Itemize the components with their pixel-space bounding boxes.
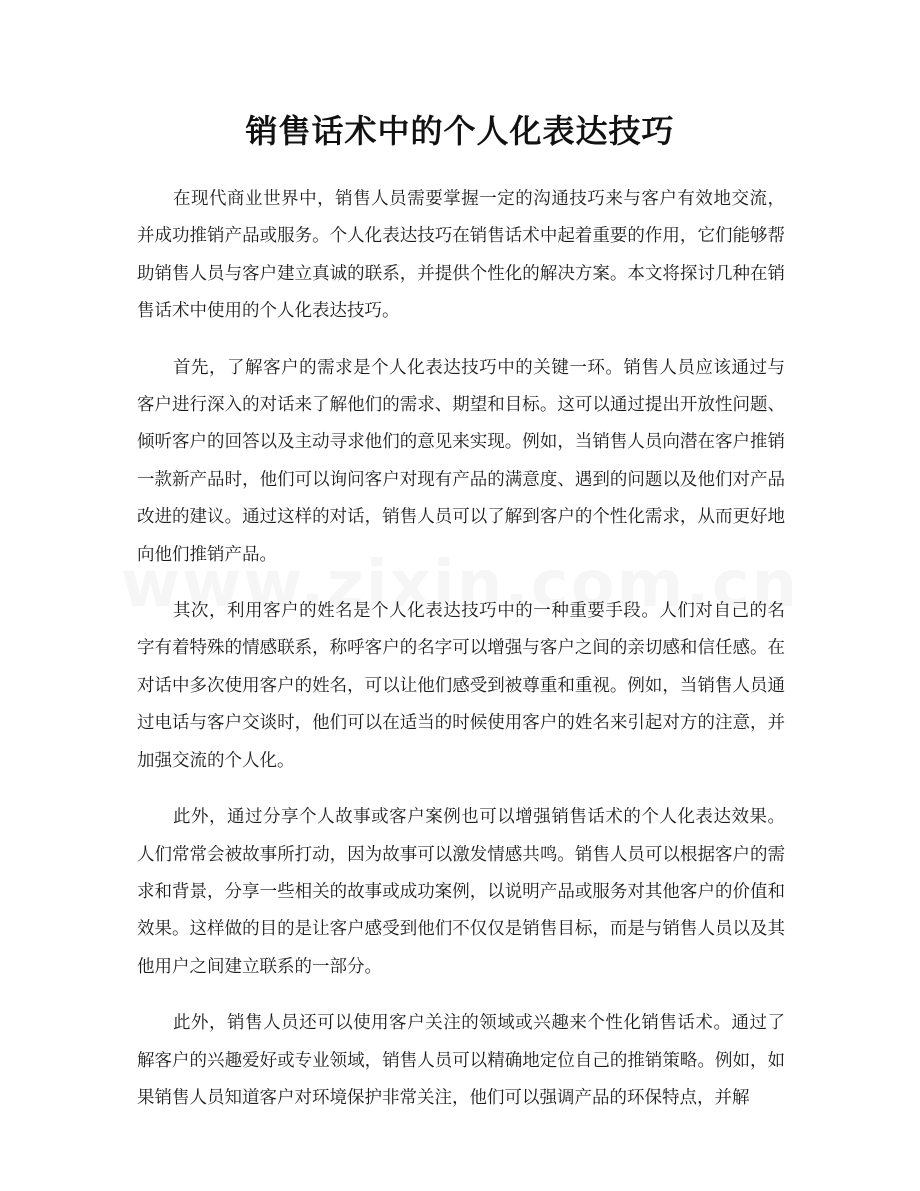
- document-title: 销售话术中的个人化表达技巧: [245, 112, 675, 150]
- paragraph-needs: 首先，了解客户的需求是个人化表达技巧中的关键一环。销售人员应该通过与客户进行深入的对话来了解他们的需求、期望和目标。这可以通过提出开放性问题、倾听客户的回答以及主动寻求他们的意见来实现。例如，当销售人员向潜在客户推销一款新产品时，他们可以询问客户对现有产品的满意度、遇到的问题以及他们对产品改进的建议。通过这样的对话，销售人员可以了解到客户的个性化需求，从而更好地向他们推销产品。: [137, 357, 785, 565]
- document-body: [137, 181, 785, 1136]
- paragraph-stories: 此外，通过分享个人故事或客户案例也可以增强销售话术的个人化表达效果。人们常常会被故事所打动，因为故事可以激发情感共鸣。销售人员可以根据客户的需求和背景，分享一些相关的故事或成功案例，以说明产品或服务对其他客户的价值和效果。这样做的目的是让客户感受到他们不仅仅是销售目标，而是与销售人员以及其他用户之间建立联系的一部分。: [137, 807, 785, 977]
- paragraph-names: 其次，利用客户的姓名是个人化表达技巧中的一种重要手段。人们对自己的名字有着特殊的情感联系，称呼客户的名字可以增强与客户之间的亲切感和信任感。在对话中多次使用客户的姓名，可以让他们感受到被尊重和重视。例如，当销售人员通过电话与客户交谈时，他们可以在适当的时候使用客户的姓名来引起对方的注意，并加强交流的个人化。: [137, 601, 785, 771]
- paragraph-intro: 在现代商业世界中，销售人员需要掌握一定的沟通技巧来与客户有效地交流，并成功推销产品或服务。个人化表达技巧在销售话术中起着重要的作用，它们能够帮助销售人员与客户建立真诚的联系，并提供个性化的解决方案。本文将探讨几种在销售话术中使用的个人化表达技巧。: [137, 189, 785, 322]
- paragraph-interests: 此外，销售人员还可以使用客户关注的领域或兴趣来个性化销售话术。通过了解客户的兴趣爱好或专业领域，销售人员可以精确地定位自己的推销策略。例如，如果销售人员知道客户对环境保护非常关注，他们可以强调产品的环保特点，并解: [137, 1013, 785, 1108]
